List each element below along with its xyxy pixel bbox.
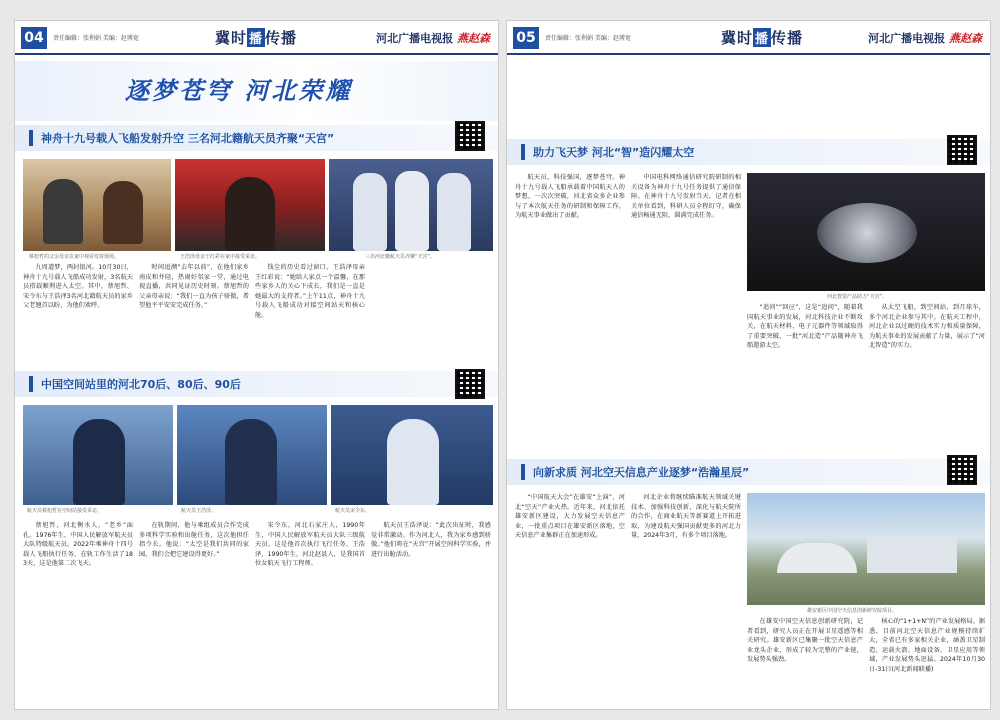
- section-header-1: [15, 125, 499, 151]
- photo3-caption: 三名河北籍航天员齐聚“天宫”。: [365, 254, 436, 260]
- article-col-13: “中国航天大会”在雄安“上演”，河北“空天”产业火热。近年来，河北依托雄安新区建设，大力发展空天信息产业，一批重点项目在雄安新区落地，空天信息产业集群正在加速形成。: [515, 494, 625, 540]
- photo8-caption: 雄安新区中国空天信息创新研究院项目。: [807, 608, 898, 614]
- left-page-number: 04: [21, 27, 47, 49]
- right-page-number: 05: [513, 27, 539, 49]
- section-title-1: 神舟十九号载人飞船发射升空 三名河北籍航天员齐聚“天宫”: [41, 132, 335, 145]
- photo7-caption: 河北智造产品助力“天宫”。: [827, 294, 888, 300]
- photo-astronauts: [329, 159, 493, 251]
- right-paper-name-b: 燕赵森: [949, 32, 982, 45]
- right-paper-name: [868, 30, 982, 46]
- article-col-14: 在雄安中国空天信息创新研究院，记者看到，研究人员正在开展卫星遥感等相关研究。雄安新区已集聚一批空天信息产业龙头企业，形成了较为完整的产业链，发展势头强劲。: [747, 618, 863, 664]
- right-column-name-box: 播: [753, 28, 771, 47]
- qr-code-icon: [455, 369, 485, 399]
- article-col-1: 九周道梦，两封银河。10月30日，神舟十九号载人飞船成功发射，3名航天员搭载顺利进入太空。其中，蔡旭哲、宋令东与王浩泽3名河北籍航天员的家乡父老翘首以盼，为他们欢呼。: [23, 264, 133, 310]
- photo-xiongan-campus: [747, 493, 985, 605]
- page-banner: 逐梦苍穹 河北荣耀: [125, 76, 353, 105]
- article-col-2: 时间追溯“去年以前”，在他们家乡南皮和井陉，热闹好氛家一堂，通过电视直播，共同见证历史时刻。蔡旭哲的父亲母亲说：“我们一直为孩子骄傲，希望他平平安安完成任务。”: [139, 264, 249, 310]
- left-paper-name-b: 燕赵森: [457, 32, 490, 45]
- photo-astronaut-3: [331, 405, 493, 505]
- left-column-name-b: 传播: [265, 29, 298, 47]
- right-column-name-b: 传播: [771, 29, 804, 47]
- left-paper-name: [376, 30, 490, 46]
- right-page-header: [507, 21, 990, 55]
- photo-space-product: [747, 173, 985, 291]
- section-header-3: [507, 139, 991, 165]
- photo-astronaut-1: [23, 405, 173, 505]
- article-col-7: 航天员王浩泽说：“此次出征时，我感觉非常激动。作为河北人，我为家乡感到骄傲。”他们将在“天宫”开展空间科学实验，并进行出舱活动。: [371, 522, 491, 558]
- photo-parents: [23, 159, 171, 251]
- left-page: [14, 20, 499, 710]
- photo2-caption: 王浩泽母亲王红彩在家中接受采访。: [180, 254, 261, 260]
- section-bar: [521, 144, 525, 160]
- section-bar: [521, 464, 525, 480]
- right-page: [506, 20, 991, 710]
- right-page-meta: 责任编辑：张利娟 美编：赵博宽: [545, 35, 631, 42]
- section-header-2: [15, 371, 499, 397]
- qr-code-icon: [947, 135, 977, 165]
- article-col-4: 蔡旭哲，河北衡水人，“老乡”面孔。1976年生，中国人民解放军航天员大队特级航天员。2022年乘神舟十四号载人飞船执行任务，在轨工作生活了183天，这是他第二次飞天。: [23, 522, 133, 568]
- left-column-name: [215, 27, 297, 48]
- section-bar: [29, 376, 33, 392]
- left-column-name-box: 播: [247, 28, 265, 47]
- article-col-11: 从太空飞船，到空间站，到月球车，多个河北企业参与其中。在航天工程中，河北企业以过硬的技术实力和质量保障，为航天事业的发展贡献了力量，展示了“河北智造”的实力。: [869, 304, 985, 350]
- right-column-name: [721, 27, 803, 48]
- section-title-3: 助力飞天梦 河北“智”造闪耀太空: [533, 146, 695, 159]
- left-page-header: [15, 21, 498, 55]
- photo5-caption: 航天员王浩泽。: [181, 508, 217, 514]
- article-col-10: “追问”“回应”，这是“追问”，随着我国航天事业的发展，河北科技企业不断攻关，在航天材料、电子元器件等领域取得了重要突破，一批“河北造”产品随神舟飞船遨游太空。: [747, 304, 863, 350]
- article-col-8: 航天员，科技强国，逐梦苍穹。神舟十九号载人飞船承载着中国航天人的梦想，一次次突破，河北省众多企业参与了本次航天任务的研制和保障工作，为航天事业做出了贡献。: [515, 174, 625, 220]
- left-column-name-a: 冀时: [215, 29, 248, 47]
- article-col-5: 在轨期间，他与乘组成员合作完成多项科学实验和出舱任务，这次他担任指令长。他说：“太空是我们共同的家园，我们会把它建设得更好。”: [139, 522, 249, 558]
- section-title-2: 中国空间站里的河北70后、80后、90后: [41, 378, 241, 391]
- photo4-caption: 航天员蔡旭哲在空间站接受采访。: [27, 508, 103, 514]
- section-bar: [29, 130, 33, 146]
- qr-code-icon: [947, 455, 977, 485]
- article-col-12: 河北企业将继续瞄准航天领域关键技术，加强科技创新，深化与航天院所的合作，在商业航天等新赛道上开拓进取，为建设航天强国贡献更多的河北力量，2024年3月，有多个项目落地。: [631, 494, 741, 540]
- right-column-name-a: 冀时: [721, 29, 754, 47]
- right-paper-name-a: 河北广播电视报: [868, 32, 946, 45]
- section-header-4: [507, 459, 991, 485]
- left-page-meta: 责任编辑：张利娟 美编：赵博宽: [53, 35, 139, 42]
- photo6-caption: 航天员宋令东。: [335, 508, 371, 514]
- qr-code-icon: [455, 121, 485, 151]
- article-col-6: 宋令东，河北石家庄人，1990年生，中国人民解放军航天员大队三级航天员，这是他首次执行飞行任务。王浩泽，1990年生，河北赵县人，是我国首位女航天飞行工程师。: [255, 522, 365, 568]
- article-col-15: 核心的“1+1+N”的产业发展格局。据悉，目前河北空天信息产业规模持续扩大，全省已有多家相关企业，涵盖卫星制造、运载火箭、地面设备、卫星应用等领域，产业发展势头迅猛。2024年10月30日-31日(河北新闻联播): [869, 618, 985, 673]
- photo-astronaut-2: [177, 405, 327, 505]
- photo-mother-interview: [175, 159, 325, 251]
- article-col-9: 中国电科网络通信研究院研制的相关设备为神舟十九号任务提供了通信保障。在神舟十九号发射当天，记者在相关单位看到，科研人员全程盯守，确保通信畅通无阻，圆满完成任务。: [631, 174, 741, 220]
- article-col-3: 钱尘的历史看过窗口。王浩泽母亲王红彩说：“她给人家点一个温馨，在那些家乡人的关心下成长，我们是一直是她最大的支持者。”上午11点，神舟十九号载人飞船成功对接空间站天和核心舱。: [255, 264, 365, 319]
- photo1-caption: 蔡旭哲的父亲母亲在家中观看发射现场。: [29, 254, 120, 260]
- section-title-4: 向新求质 河北空天信息产业逐梦“浩瀚星辰”: [533, 466, 750, 479]
- left-paper-name-a: 河北广播电视报: [376, 32, 454, 45]
